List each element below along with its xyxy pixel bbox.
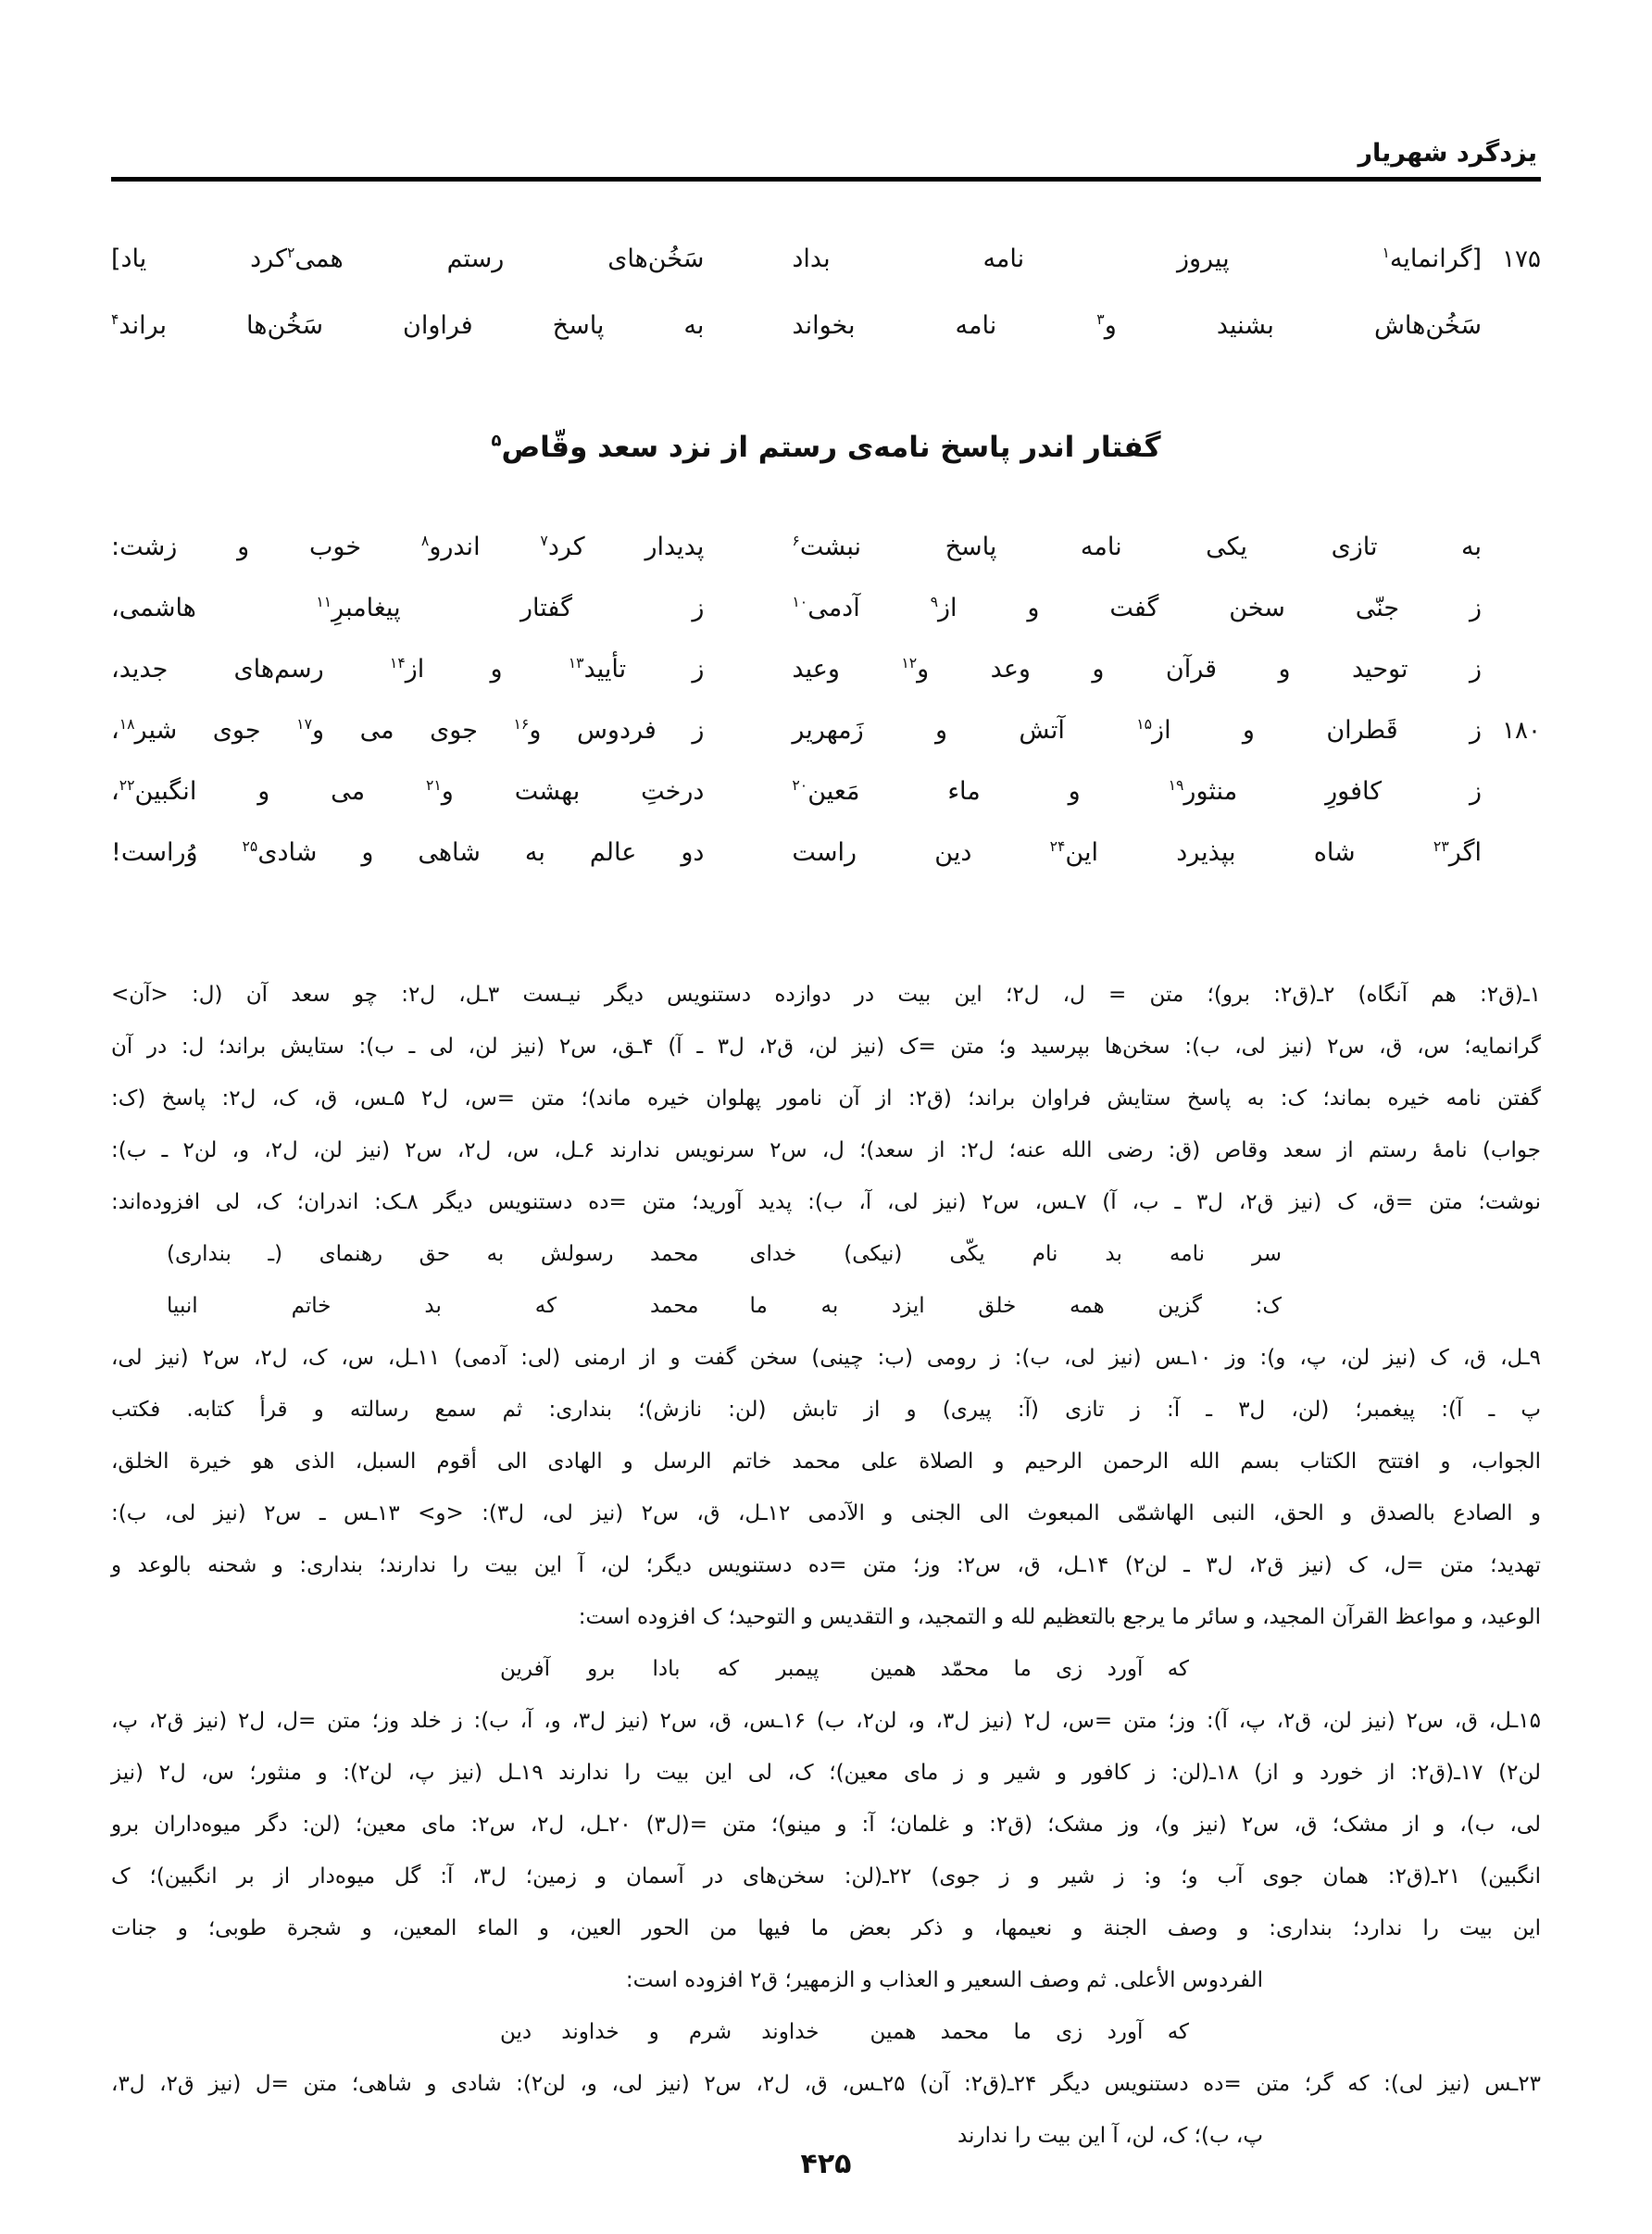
hemistich-left: ز فردوس و$^{۱۶}$ جوی می و$^{۱۷}$ جوی شیر$^{۱۸}$، (111, 715, 705, 745)
footnote-line: لن۲) ۱۷ـ(ق۲: از خورد و از) ۱۸ـ(لن: ز کافور و شیر و ز مای معین)؛ ک، لی این بیت را ندارند ۱۹ـل (نیز پ، لن۲): و منثور؛ س، ل۲ (نیز (111, 1761, 1542, 1785)
hemistich-left: دو عالم به شاهی و شادی$^{۲۵}$ وُراست! (111, 837, 705, 867)
verse-number: ۱۷۵ (1502, 245, 1541, 273)
footnote-line: نوشت؛ متن =ق، ک (نیز ق۲، ل۳ ـ ب، آ) ۷ـس، س۲ (نیز لی، آ، ب): پدید آورید؛ متن =ده دستنویس دیگر ۸ـک: اندران؛ ک، لی افزوده‌اند: (111, 1190, 1541, 1214)
hemistich-right: [گرانمایه$^۱$ پیروز نامه بداد (792, 244, 1482, 273)
hemistich-right: سَخُن‌هاش بشنید و$^۳$ نامه بخواند (792, 310, 1482, 340)
hemistich-left: پدیدار کرد$^۷$ اندرو$^۸$ خوب و زشت: (111, 532, 705, 561)
footnote-line: ۲۳ـس (نیز لی): که گر؛ متن =ده دستنویس دیگر ۲۴ـ(ق۲: آن) ۲۵ـس، ق، ل۲، س۲ (نیز لی، و، لن۲): شادی و شاهی؛ متن =ل (نیز ق۲، ل۳، (111, 2072, 1542, 2096)
footnote-line: الفردوس الأعلی. ثم وصف السعیر و العذاب و الزمهیر؛ ق۲ افزوده است: (625, 1968, 1263, 1992)
hemistich-left: پیمبر که بادا برو آفرین (500, 1657, 820, 1681)
hemistich-right: ز قَطران و از$^{۱۵}$ آتش و زَمهریر (792, 715, 1482, 745)
poem-line (111, 639, 1541, 700)
poem-line (111, 293, 1541, 359)
hemistich-right: سر نامه بد نام یکّی (نیکی) خدای (749, 1242, 1282, 1266)
hemistich-right: اگر$^{۲۳}$ شاه بپذیرد این$^{۲۴}$ دین راست (792, 837, 1482, 867)
footnote-line: و الصادع بالصدق و الحق، النبی الهاشمّی المبعوث الی الجنی و الآدمی ۱۲ـل، ق، س۲ (نیز لی، ل۳): <و> ۱۳ـس ـ س۲ (نیز لی، ب): (111, 1501, 1541, 1525)
footnotes-block (111, 969, 1541, 2162)
footnote-line: گفتن نامه خیره بماند؛ ک: به پاسخ ستایش فراوان براند؛ (ق۲: از آن نامور پهلوان خیره ماند)؛ متن =س، ل۲ ۵ـس، ق، ک، ل۲: پاسخ (ک: (111, 1086, 1541, 1111)
hemistich-left: به پاسخ فراوان سَخُن‌ها براند$^۴$ (111, 310, 705, 340)
hemistich-left: محمد رسولش به حق رهنمای (ـ بنداری) (167, 1242, 699, 1266)
footnote-line: ۱ـ(ق۲: هم آنگاه) ۲ـ(ق۲: برو)؛ متن = ل، ل۲؛ این بیت در دوازده دستنویس دیگر نیـست ۳ـل، ل۲: چو سعد آن (ل: <آن> (111, 983, 1541, 1007)
poem-line (111, 578, 1541, 639)
poem-line (111, 822, 1541, 884)
footnote-line: انگبین) ۲۱ـ(ق۲: همان جوی آب و؛ و: ز شیر و ز جوی) ۲۲ـ(لن: سخن‌های در آسمان و زمین؛ ل۳، آ: گل میوه‌دار از بر انگبین)؛ ک (111, 1864, 1541, 1889)
footnote-line: ۹ـل، ق، ک (نیز لن، پ، و): وز ۱۰ـس (نیز لی، ب): ز رومی (ب: چینی) سخن گفت و از ارمنی (لی: آدمی) ۱۱ـل، س، ک، ل۲، س۲ (نیز لی، (111, 1346, 1542, 1370)
page-header (111, 139, 1541, 182)
footnote-line: جواب) نامهٔ رستم از سعد وقاص (ق: رضی الله عنه؛ ل۲: از سعد)؛ ل، س۲ سرنویس ندارند ۶ـل، س، ل۲، س۲ (نیز لن، ل۲، و، لن۲ ـ ب): (111, 1138, 1541, 1162)
footnote-line: الجواب، و افتتح الکتاب بسم الله الرحمن الرحیم و الصلاة علی محمد خاتم الرسل و الهادی الی أقوم السبل، الذی هو خیرة الخلق، (111, 1450, 1541, 1474)
page-number: ۴۲۵ (800, 2148, 852, 2180)
poem-line (111, 517, 1541, 578)
poem-block (111, 517, 1541, 884)
poem-line (111, 761, 1541, 822)
hemistich-left: ز گفتار پیغامبرِ$^{۱۱}$ هاشمی، (111, 593, 705, 622)
hemistich-right: ز کافورِ منثور$^{۱۹}$ و ماء مَعین$^{۲۰}$ (792, 776, 1483, 806)
running-head: یزدگرد شهریار (1358, 139, 1537, 168)
footnote-quoted-verse (500, 2006, 1189, 2058)
verse-number: ۱۸۰ (1502, 717, 1541, 745)
hemistich-left: خداوند شرم و خداوند دین (500, 2020, 820, 2044)
hemistich-left: محمد که بد خاتم انبیا (167, 1294, 699, 1318)
verse-175-block (111, 226, 1541, 359)
footnote-line: این بیت را ندارد؛ بنداری: و وصف الجنة و نعیمها، و ذکر بعض ما فیها من الحور العین، و الماء المعین، و شجرة طوبی؛ و جنات (111, 1916, 1541, 1940)
hemistich-left: ز تأیید$^{۱۳}$ و از$^{۱۴}$ رسم‌های جدید، (111, 654, 705, 684)
hemistich-right: ک: گزین همه خلق ایزد به ما (749, 1294, 1282, 1318)
footnote-line: پ، ب)؛ ک، لن، آ این بیت را ندارند (957, 2124, 1263, 2148)
footnote-line: الوعید، و مواعظ القرآن المجید، و سائر ما یرجع بالتعظیم لله و التمجید، و التقدیس و التوحید؛ ک افزوده است: (578, 1605, 1541, 1629)
header-rule (111, 177, 1541, 182)
footnote-line: گرانمایه؛ س، ق، س۲ (نیز لی، ب): سخن‌ها بپرسید و؛ متن =ک (نیز لن، ق۲، ل۳ ـ آ) ۴ـق، س۲ (نیز لن، لی ـ ب): ستایش براند؛ ل: در آن (111, 1035, 1541, 1059)
hemistich-right: به تازی یکی نامه پاسخ نبشت$^۶$ (792, 532, 1482, 561)
hemistich-left: سَخُن‌های رستم همی$^۲$کرد یاد] (111, 244, 705, 273)
footnote-line: ۱۵ـل، ق، س۲ (نیز لن، ق۲، پ، آ): وز؛ متن =س، ل۲ (نیز ل۳، و، لن۲، ب) ۱۶ـس، ق، س۲ (نیز ل۳، و، آ، ب): ز خلد وز؛ متن =ل، ل۲ (نیز ق۲، پ، (111, 1709, 1541, 1733)
footnote-line: تهدید؛ متن =ل، ک (نیز ق۲، ل۳ ـ لن۲) ۱۴ـل، ق، س۲: وز؛ متن =ده دستنویس دیگر؛ لن، آ این بیت را ندارند؛ بنداری: و شحنه بالوعد و (111, 1553, 1541, 1577)
poem-line (111, 700, 1541, 761)
footnote-line: لی، ب)، و از مشک؛ ق، س۲ (نیز و)، وز مشک؛ (ق۲: و غلمان؛ آ: و مینو)؛ متن =(ل۳) ۲۰ـل، ل۲، س۲: مای معین؛ (لن: دگر میوه‌داران برو (111, 1813, 1541, 1837)
section-heading: گفتار اندر پاسخ نامه‌ی رستم از نزد سعد وقّاص$^۵$ (491, 431, 1161, 464)
hemistich-left: درختِ بهشت و$^{۲۱}$ می و انگبین$^{۲۲}$، (111, 776, 705, 806)
hemistich-right: که آورد زی ما محمد همین (870, 2020, 1189, 2044)
hemistich-right: ز جنّی سخن گفت و از$^۹$ آدمی$^{۱۰}$ (792, 593, 1482, 622)
hemistich-right: ز توحید و قرآن و وعد و$^{۱۲}$ وعید (792, 654, 1482, 684)
hemistich-right: که آورد زی ما محمّد همین (870, 1657, 1189, 1681)
poem-line (111, 226, 1541, 293)
footnote-quoted-verse (167, 1228, 1282, 1280)
footnote-quoted-verse (500, 1643, 1189, 1695)
footnote-quoted-verse (167, 1280, 1282, 1332)
footnote-line: پ ـ آ): پیغمبر؛ (لن، ل۳ ـ آ: ز تازی (آ: پیری) و از تابش (لن: نازش)؛ بنداری: ثم سمع رسالته و قرأ کتابه. فکتب (111, 1398, 1542, 1422)
